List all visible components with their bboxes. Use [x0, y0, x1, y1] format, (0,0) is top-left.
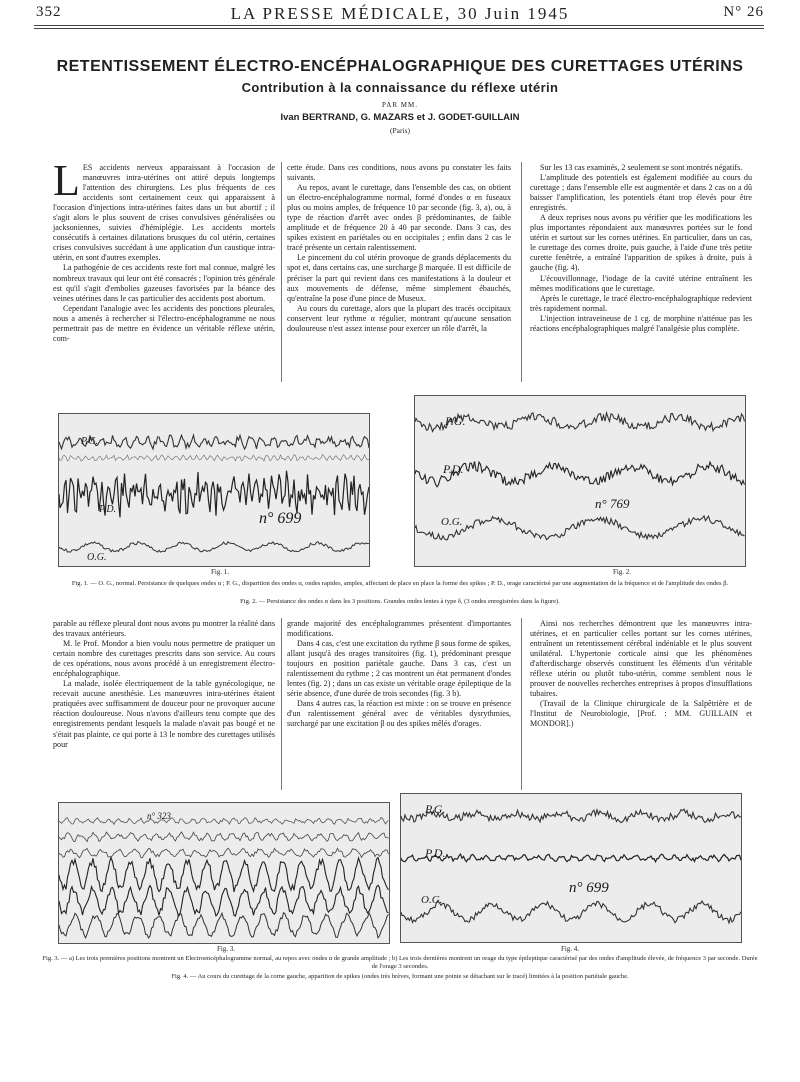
figure-label: Fig. 2.: [612, 568, 632, 576]
eeg-trace: [59, 818, 389, 825]
text-column-mid-3: [530, 619, 752, 730]
eeg-figure-2: [414, 395, 746, 567]
trace-label-og: O.G.: [421, 894, 443, 906]
eeg-traces-fig4: [401, 794, 741, 942]
eeg-figure-1: [58, 413, 370, 567]
paragraph: [287, 253, 511, 303]
trace-label-pd: P.D.: [443, 462, 464, 476]
recording-number: n° 323: [147, 811, 171, 821]
paragraph-text: Sur les 13 cas examinés, 2 seulement se sont montrés négatifs.: [540, 163, 743, 172]
eeg-trace: [59, 832, 389, 842]
figure-label: Fig. 3.: [216, 945, 236, 953]
eeg-trace: [59, 857, 389, 892]
paragraph-text: Cependant l'analogie avec les accidents des ponctions pleurales, nous a amenés à rechercher si l'électro-encéphalogramme ne nous permettrait pas de mettre en évidence un véritable réflexe utérin, com-: [53, 303, 275, 343]
article-title: RETENTISSEMENT ÉLECTRO-ENCÉPHALOGRAPHIQUE DES CURETTAGES UTÉRINS: [56, 58, 744, 75]
text-column-top-1: [53, 156, 275, 344]
eeg-trace: [59, 848, 389, 858]
paragraph-text: Le pincement du col utérin provoque de grands déplacements du spot et, dans certains cas, une surcharge β marquée. Il est difficile de préciser la part qui revient dans ces manifestations à la douleur et aux mouvements de défense, même simplement ébauchés, qu'entraîne la pose d'une pince de Museux.: [287, 253, 511, 303]
paragraph-text: Après le curettage, le tracé électro-encéphalographique redevient très rapidement normal.: [530, 293, 752, 313]
eeg-trace: [59, 913, 389, 938]
paragraph-text: Au repos, avant le curettage, dans l'ensemble des cas, on obtient un électro-encéphalogramme normal, formé d'ondes α en fuseaux plus ou moins amples, de fréquence 10 par seconde (fig. 3, a), ou, à type de réaction d'arrêt avec ondes β prédominantes, de faible amplitude et de fréquence 20 à 40 par seconde. Dans 3 cas, des spikes existent en pariétales ou en occipitales ; enfin dans 2 cas le tracé présente un certain ralentissement.: [287, 183, 511, 253]
column-divider: [281, 618, 282, 790]
eeg-traces-fig3: [59, 803, 389, 943]
text-column-mid-2: [287, 619, 511, 730]
figure-caption-1: Fig. 1. — O. G., normal. Persistance de quelques ondes α ; P. G., disparition des ondes α, ondes rapides, amples, affectant de place en place la forme des spikes ; P. D., orage caractérisé par une augmentation de la fréquence et de l'amplitude des ondes β.: [71, 580, 729, 587]
trace-label-pd: P.D.: [425, 846, 446, 860]
author-place: (Paris): [390, 126, 410, 135]
paragraph-text: L'injection intraveineuse de 1 cg. de morphine n'atténue pas les réactions encéphalographiques malgré l'analgésie plus complète.: [530, 313, 752, 333]
paragraph-text: Dans 4 cas, c'est une excitation du rythme β sous forme de spikes, allant jusqu'à des orages transitoires (fig. 1), prédominant presque toujours en position pariétale gauche. Dans 3 cas, c'est un ralentissement du rythme ; 2 cas montrent un état permanent d'ondes lentes (fig. 2) ; dans un cas existe un véritable orage épileptique de la série absence, d'une durée de trois secondes (fig. 3 b).: [287, 639, 511, 699]
paragraph: [53, 679, 275, 749]
header-rule-2: [34, 28, 764, 29]
eeg-trace: [415, 516, 745, 540]
paragraph-text: L'amplitude des potentiels est également modifiée au cours du curettage ; dans l'ensemble elle est augmentée et dans 2 cas on a dû baisser l'amplification, les potentiels étant trop élevés pour être enregistrés.: [530, 173, 752, 213]
paragraph-text: Ainsi nos recherches démontrent que les manœuvres intra-utérines, et en particulier celles portant sur les cornes utérines, entraînent un retentissement cérébral indéniable et le plus souvent unilatéral. L'hypertonie corticale ainsi que les phénomènes d'afterdischarge observés constituent les éléments d'un véritable réflexe utérin ou plutôt tubo-utérin, comme semblent nous le prouver de nouvelles recherches entreprises à propos d'insufflations tubaires.: [530, 619, 752, 699]
figure-label: Fig. 4.: [560, 945, 580, 953]
paragraph-text: A deux reprises nous avons pu vérifier que les modifications les plus importantes répondaient aux manœuvres portées sur le fond utérin et surtout sur les cornes utérines. En particulier, dans un cas, le curettage des cornes droite, puis gauche, à l'aide d'une très petite curette fenêtrée, a entraîné l'apparition de spikes à droite, puis à gauche (fig. 4).: [530, 213, 752, 273]
figure-caption-2: Fig. 2. — Persistance des ondes α dans les 3 positions. Grandes ondes lentes à type δ, (3 ondes enregistrées dans la figure).: [240, 598, 560, 605]
trace-label-og: O.G.: [87, 552, 107, 563]
paragraph: [53, 156, 275, 263]
paragraph-text: Dans 4 autres cas, la réaction est mixte : on se trouve en présence d'un ralentissement général avec de véritables dysrythmies, surchargé par une excitation β ou des spikes mêlés d'orages.: [287, 699, 511, 729]
eeg-trace: [59, 542, 369, 553]
trace-label-pg: P.G.: [81, 436, 99, 447]
paragraph: [530, 173, 752, 213]
text-column-top-2: [287, 163, 511, 334]
paragraph: [530, 699, 752, 729]
paragraph: [53, 619, 275, 639]
paragraph: [53, 263, 275, 303]
paragraph-text: grande majorité des encéphalogrammes présentent d'importantes modifications.: [287, 619, 511, 639]
column-divider: [281, 162, 282, 382]
paragraph-text: parable au réflexe pleural dont nous avons pu montrer la réalité dans des travaux antérieurs.: [53, 619, 275, 639]
trace-label-pd: P.D.: [99, 504, 117, 515]
column-divider: [521, 618, 522, 790]
trace-label-og: O.G.: [441, 516, 463, 528]
eeg-trace: [415, 461, 745, 487]
paragraph: [287, 183, 511, 253]
eeg-trace: [59, 885, 389, 916]
eeg-trace: [401, 854, 741, 862]
paragraph: [530, 213, 752, 273]
paragraph-text: cette étude. Dans ces conditions, nous avons pu constater les faits suivants.: [287, 163, 511, 183]
figure-caption-4: Fig. 4. — Au cours du curettage de la corne gauche, apparition de spikes (ondes très brèves, formant une pointe se détachant sur le tracé) limitées à la position pariétale gauche.: [171, 973, 629, 980]
paragraph-text: La malade, isolée électriquement de la table gynécologique, ne recevait aucune anesthésie. Les manœuvres intra-utérines étaient pratiquées avec suffisamment de douceur pour ne provoquer aucune réaction douloureuse. Nous n'avons d'ailleurs tenu compte que des enregistrements pendant lesquels la malade n'avait pas bougé et ne s'était pas plainte, ce qui porte à 13 le nombre des curettages utilisés pour: [53, 679, 275, 749]
eeg-figure-4: [400, 793, 742, 943]
paragraph-text: La pathogénie de ces accidents reste fort mal connue, malgré les nombreux travaux qui leur ont été consacrés ; l'opinion très générale est qu'il s'agit d'embolies gazeuses favorisées par la béance des veines utérines dans le cas particulier des accidents post abortum.: [53, 263, 275, 303]
paragraph: [287, 639, 511, 699]
eeg-figure-3: [58, 802, 390, 944]
paragraph: [287, 699, 511, 729]
page-number: 352: [36, 4, 62, 20]
eeg-trace: [59, 455, 369, 462]
paragraph: [287, 163, 511, 183]
journal-header: LA PRESSE MÉDICALE, 30 Juin 1945: [230, 4, 570, 23]
recording-number: n° 769: [595, 496, 630, 511]
paragraph: [53, 639, 275, 679]
paragraph: [287, 304, 511, 334]
paragraph: [530, 314, 752, 334]
by-line-prefix: PAR MM.: [382, 101, 418, 109]
eeg-trace: [59, 435, 369, 449]
paragraph-text: ES accidents nerveux apparaissant à l'occasion de manœuvres intra-utérines ont attiré depuis longtemps l'attention des chirurgiens. Les plus fréquents de ces accidents sont certainement ceux qui apparaissent à l'occasion d'injections intra-utérines faites dans un but abortif ; il s'agit alors le plus souvent de crises convulsives généralisées ou jacksoniennes, suivies d'hémiplégie. Les accidents mortels consécutifs à certaines dilatations brusques du col utérin, certaines crises convulsives succédant à une application d'un caustique intra-utérin, en sont d'autres exemples.: [53, 163, 275, 263]
paragraph: [287, 619, 511, 639]
figure-caption-3: Fig. 3. — a) Les trois premières positions montrent un Electroencéphalogramme normal, au repos avec ondes α de grande amplitude ; b) Les trois dernières montrent un orage du type épileptique caractérisé par des ondes d'amplitude élevée, de fréquence 3 par seconde. Durée de l'orage 3 secondes.: [42, 955, 758, 970]
header-rule: [34, 25, 764, 26]
recording-number: n° 699: [259, 510, 302, 527]
authors: Ivan BERTRAND, G. MAZARS et J. GODET-GUILLAIN: [280, 112, 520, 123]
paragraph-text: Au cours du curettage, alors que la plupart des tracés occipitaux conservent leur rythme α régulier, montrant qu'aucune sensation douloureuse n'est assez intense pour exercer un rôle d'arrêt, la: [287, 303, 511, 333]
text-column-mid-1: [53, 619, 275, 750]
trace-label-pg: P.G.: [425, 802, 446, 816]
eeg-trace: [401, 901, 741, 923]
article-subtitle: Contribution à la connaissance du réflexe utérin: [241, 80, 559, 95]
paragraph: [530, 619, 752, 699]
eeg-traces-fig1: [59, 414, 369, 566]
paragraph-text: (Travail de la Clinique chirurgicale de la Salpêtrière et de l'Institut de Neurobiologie, [Prof. : MM. GUILLAIN et MONDOR].): [530, 699, 752, 729]
paragraph-text: M. le Prof. Mondor a bien voulu nous permettre de pratiquer un certain nombre des curettages prescrits dans son service. Au cours de ces opérations, nous avons procédé à un enregistrement électro-encéphalographique.: [53, 639, 275, 679]
trace-label-pg: P.G.: [445, 414, 466, 428]
paragraph: [530, 294, 752, 314]
text-column-top-3: [530, 163, 752, 334]
issue-number: N° 26: [723, 4, 764, 20]
recording-number: n° 699: [569, 880, 609, 896]
drop-cap: L: [53, 156, 80, 205]
paragraph-text: L'écouvillonnage, l'iodage de la cavité utérine entraînent les mêmes modifications que le curettage.: [530, 273, 752, 293]
paragraph: [53, 304, 275, 344]
eeg-trace: [401, 809, 741, 823]
figure-label: Fig. 1.: [210, 568, 230, 576]
paragraph: [530, 163, 752, 173]
column-divider: [521, 162, 522, 382]
paragraph: [530, 274, 752, 294]
